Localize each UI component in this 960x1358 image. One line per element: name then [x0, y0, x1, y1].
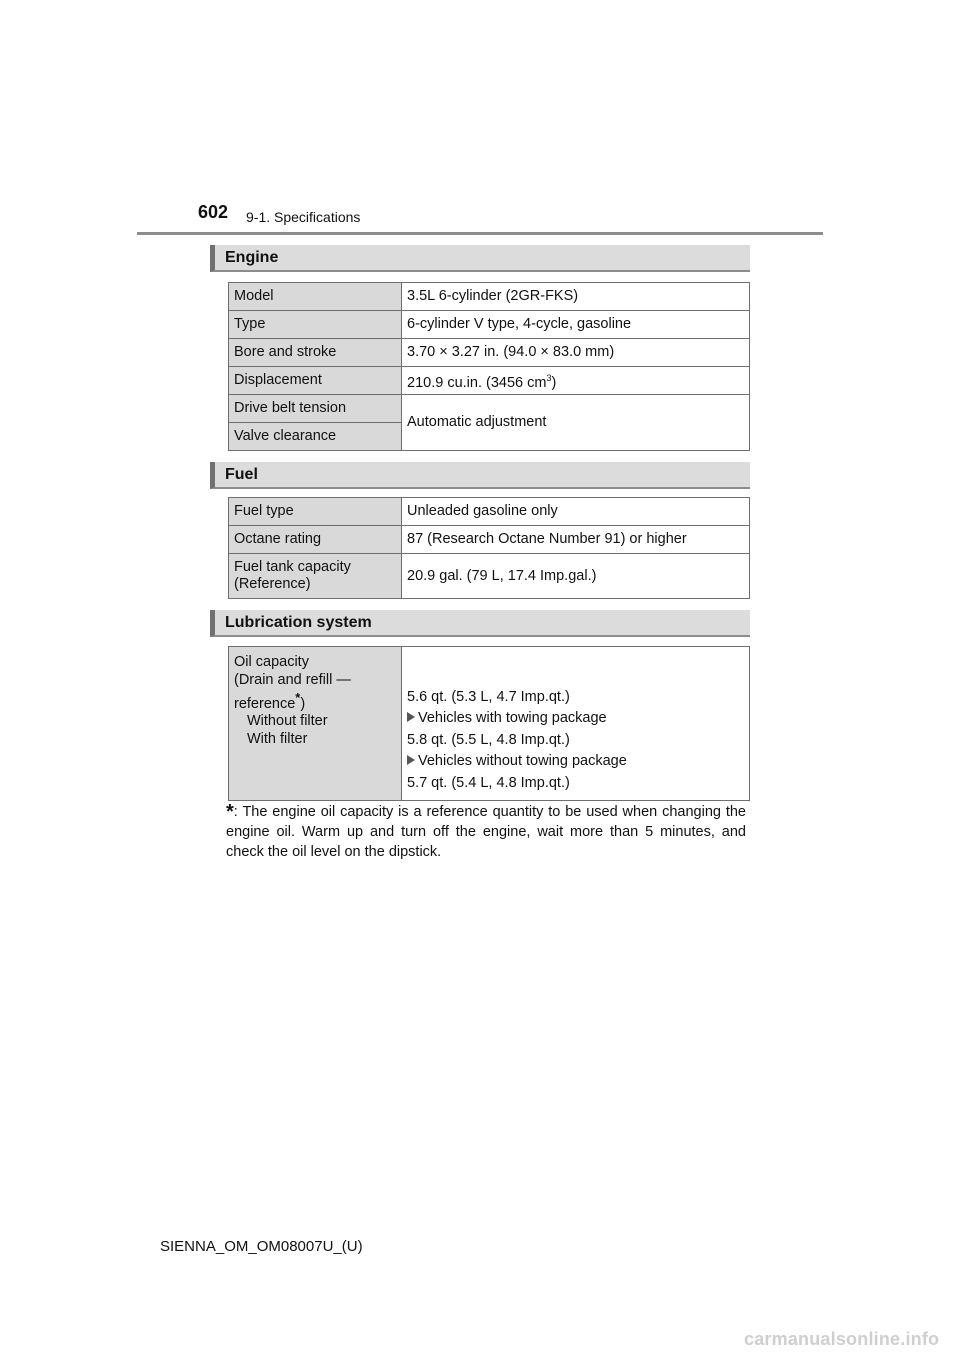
- footnote: [226, 802, 746, 862]
- arrow-right-icon: [407, 755, 415, 765]
- spec-value: 87 (Research Octane Number 91) or higher: [402, 526, 750, 554]
- table-row: [229, 498, 750, 526]
- label-line: (Reference): [234, 576, 311, 592]
- table-row: [229, 283, 750, 311]
- table-row: [229, 339, 750, 367]
- lubrication-heading: Lubrication system: [210, 610, 750, 637]
- page-number: 602: [198, 202, 229, 222]
- watermark: carmanualsonline.info: [744, 1329, 940, 1349]
- displacement-main: 210.9 cu.in. (3456 cm: [407, 374, 547, 391]
- spec-value: [402, 367, 750, 395]
- label-line: Without filter: [247, 713, 328, 730]
- spec-label: Type: [229, 311, 402, 339]
- lubrication-table: [228, 646, 750, 801]
- reference-asterisk: *: [295, 690, 301, 705]
- table-row: [229, 647, 750, 801]
- label-line: Fuel tank capacity: [234, 559, 351, 575]
- oil-value: 5.7 qt. (5.4 L, 4.8 Imp.qt.): [407, 775, 570, 791]
- label-line2-end: ): [300, 695, 306, 712]
- engine-table: [228, 282, 750, 451]
- displacement-superscript: 3: [546, 372, 552, 383]
- spec-label: [229, 554, 402, 599]
- spec-label: Valve clearance: [229, 423, 402, 451]
- label-line: With filter: [247, 730, 308, 747]
- label-line: [234, 672, 396, 714]
- oil-value: 5.8 qt. (5.5 L, 4.8 Imp.qt.): [407, 732, 570, 748]
- footnote-text: : The engine oil capacity is a reference quantity to be used when changing the engine oil. Warm up and turn off the engine, wait more than 5 minutes, and check the oil level on the dipstick.: [226, 804, 746, 860]
- document-id: SIENNA_OM_OM08007U_(U): [160, 1238, 363, 1255]
- spec-label: [229, 647, 402, 801]
- spec-value: 3.5L 6-cylinder (2GR-FKS): [402, 283, 750, 311]
- section-title: 9-1. Specifications: [246, 209, 361, 225]
- table-row: [229, 367, 750, 395]
- spec-label: Drive belt tension: [229, 395, 402, 423]
- oil-note-text: Vehicles without towing package: [418, 752, 627, 769]
- fuel-heading: Fuel: [210, 462, 750, 489]
- oil-note: [407, 751, 744, 772]
- spec-label: Octane rating: [229, 526, 402, 554]
- engine-heading: Engine: [210, 245, 750, 272]
- oil-note-text: Vehicles with towing package: [418, 709, 607, 726]
- spec-label: Displacement: [229, 367, 402, 395]
- spec-value: Automatic adjustment: [402, 395, 750, 451]
- spec-label: Bore and stroke: [229, 339, 402, 367]
- spec-value: 20.9 gal. (79 L, 17.4 Imp.gal.): [402, 554, 750, 599]
- spec-value: 6-cylinder V type, 4-cycle, gasoline: [402, 311, 750, 339]
- displacement-end: ): [551, 374, 557, 391]
- label-line2-main: (Drain and refill — reference: [234, 671, 351, 712]
- table-row: [229, 526, 750, 554]
- header-rule: [137, 232, 823, 235]
- arrow-right-icon: [407, 712, 415, 722]
- table-row: [229, 554, 750, 599]
- table-row: [229, 311, 750, 339]
- spec-label: Fuel type: [229, 498, 402, 526]
- label-line: Oil capacity: [234, 654, 309, 670]
- oil-note: [407, 708, 744, 729]
- footnote-asterisk: *: [226, 801, 234, 823]
- oil-value: 5.6 qt. (5.3 L, 4.7 Imp.qt.): [407, 689, 570, 705]
- spec-value: Unleaded gasoline only: [402, 498, 750, 526]
- spec-value: [402, 647, 750, 801]
- fuel-table: [228, 497, 750, 599]
- spec-value: 3.70 × 3.27 in. (94.0 × 83.0 mm): [402, 339, 750, 367]
- table-row: [229, 395, 750, 423]
- spec-label: Model: [229, 283, 402, 311]
